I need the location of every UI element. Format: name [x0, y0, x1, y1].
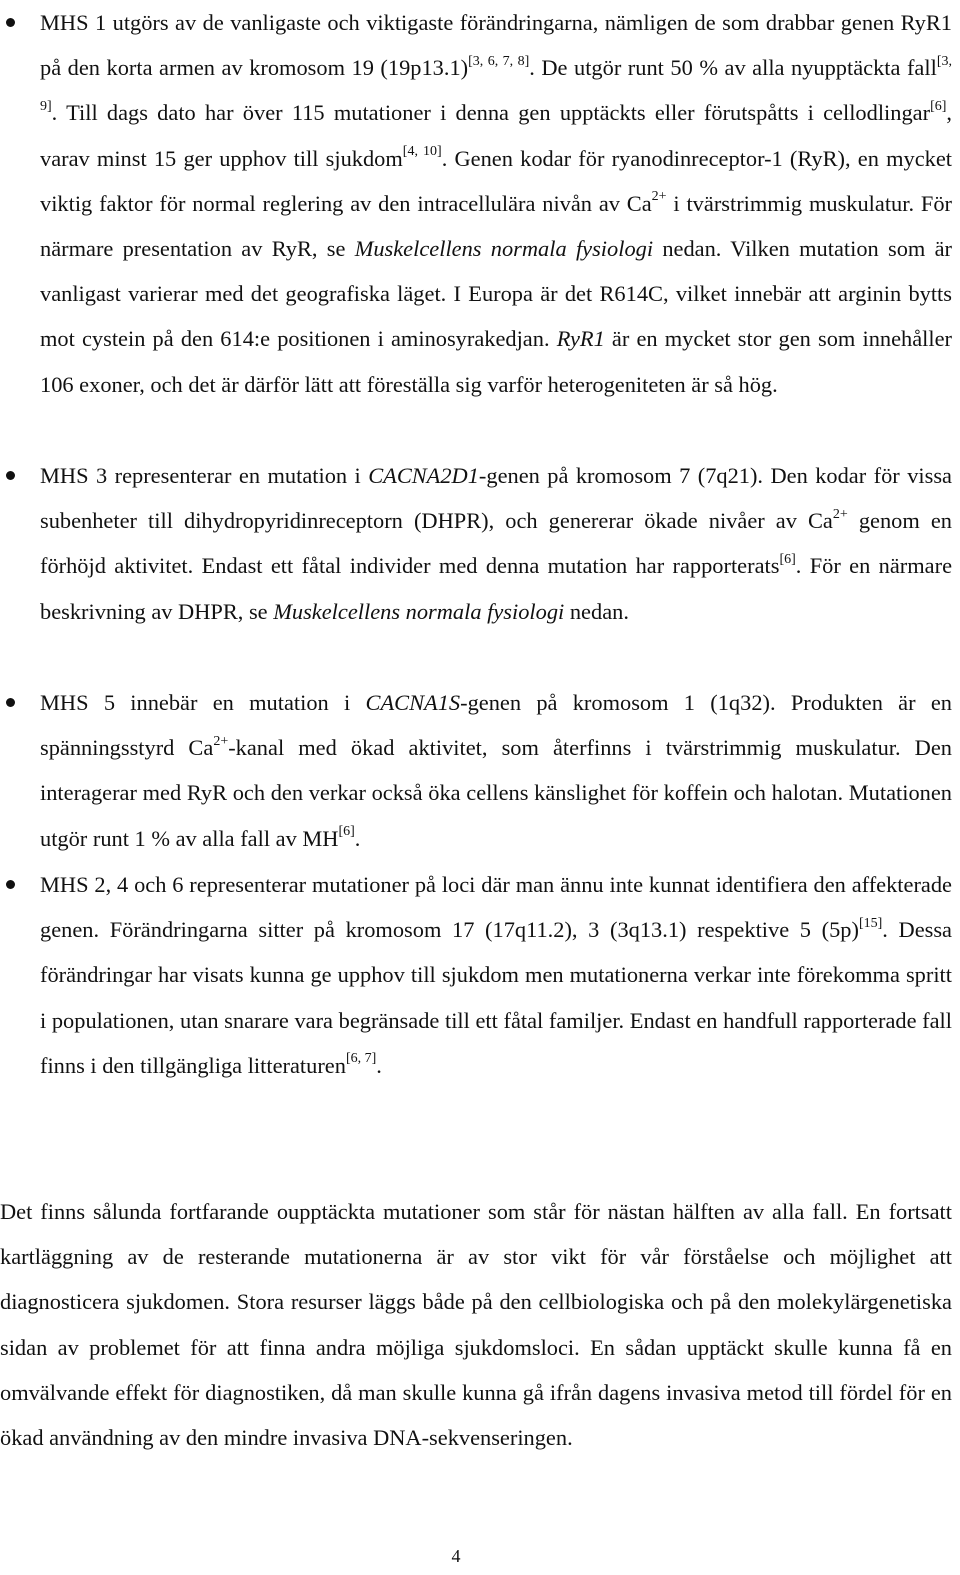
text-run: MHS 1 utgörs av de vanligaste och viktigaste förändringarna, nämligen de som drabbar genen RyR1 på den korta armen av kromosom 19 (19p13.1)	[40, 10, 952, 81]
superscript-charge: 2+	[651, 189, 667, 205]
italic-gene-name: RyR1	[556, 326, 605, 352]
italic-gene-name: CACNA2D1	[368, 463, 479, 488]
bullet-dot	[6, 18, 15, 27]
bullet-dot	[6, 880, 15, 889]
citation-ref: [6]	[930, 98, 947, 114]
text-run: nedan.	[564, 598, 629, 624]
text-run: är en mycket stor gen som innehåller 106 exoner, och det är därför lätt att föreställa sig varför heterogeniteten är så hög.	[40, 326, 952, 397]
bullet-item-mhs3	[0, 453, 960, 680]
italic-gene-name: CACNA1S	[365, 690, 461, 715]
text-run: -kanal med ökad aktivitet, som återfinns i tvärstrimmig muskulatur. Den interagerar med RyR och den verkar också öka cellens känslighet för koffein och halotan. Mutationen utgör runt 1 % av alla fall av MH	[40, 735, 952, 851]
text-run: .	[376, 1052, 382, 1078]
text-run: . Genen kodar för ryanodinreceptor-1 (RyR), en mycket viktig faktor för normal reglering av den intracellulära nivån av Ca	[40, 145, 953, 216]
text-run: . Till dags dato har över 115 mutationer i denna gen upptäckts eller förutspåtts i cellodlingar	[51, 100, 931, 126]
text-run: . Dessa förändringar har visats kunna ge upphov till sjukdom men mutationerna verkar inte förekomma spritt i populationen, utan snarare vara begränsade till ett fåtal familjer. Endast en handfull rapporterade fall finns i den tillgängliga litteraturen	[40, 917, 953, 1078]
text-run: genom en förhöjd aktivitet. Endast ett fåtal individer med denna mutation har rapporterats	[40, 508, 952, 579]
text-run: i tvärstrimmig muskulatur. För närmare presentation av RyR, se	[40, 190, 953, 262]
superscript-charge: 2+	[832, 506, 848, 522]
bullet-dot	[6, 698, 15, 707]
text-run: MHS 5 innebär en mutation i	[40, 690, 366, 715]
text-run: . För en närmare beskrivning av DHPR, se	[40, 553, 953, 624]
citation-ref: [6]	[338, 824, 355, 840]
text-run: nedan. Vilken mutation som är vanligast varierar med det geografiska läget. I Europa är det R614C, vilket innebär att arginin bytts mot cystein på den 614:e positionen i aminosyrakedjan.	[40, 236, 952, 352]
text-run: . De utgör runt 50 % av alla nyupptäckta fall	[529, 55, 937, 81]
citation-ref: [3, 9]	[40, 53, 952, 114]
citation-ref: [4, 10]	[402, 144, 442, 160]
citation-ref: [3, 6, 7, 8]	[468, 53, 530, 69]
page-number: 4	[451, 1546, 461, 1566]
bullet-item-mhs1	[0, 0, 960, 453]
italic-section-ref: Muskelcellens normala fysiologi	[354, 236, 654, 262]
text-run: .	[354, 825, 361, 851]
text-run: , varav minst 15 ger upphov till sjukdom	[40, 100, 952, 171]
italic-section-ref: Muskelcellens normala fysiologi	[273, 598, 565, 624]
bullet-item-mhs5	[0, 680, 960, 862]
text-run: MHS 2, 4 och 6 representerar mutationer på loci där man ännu inte kunnat identifiera den affekterade genen. Förändringarna sitter på kromosom 17 (17q11.2), 3 (3q13.1) respektive 5 (5p)	[40, 872, 952, 943]
superscript-charge: 2+	[213, 733, 229, 749]
citation-ref: [6, 7]	[345, 1051, 377, 1067]
body-paragraph: Det finns sålunda fortfarande oupptäckta mutationer som står för nästan hälften av alla fall. En fortsatt kartläggning av de resterande mutationerna är av stor vikt för vår förståelse och möjlighet att diagnosticera sjukdomen. Stora resurser läggs både på den cellbiologiska och på den molekylärgenetiska sidan av problemet för att finna andra möjliga sjukdomsloci. En sådan upptäckt skulle kunna få en omvälvande effekt för diagnostiken, då man skulle kunna gå ifrån dagens invasiva metod till fördel för en ökad användning av den mindre invasiva DNA-sekvenseringen.	[0, 1199, 952, 1451]
citation-ref: [6]	[779, 551, 796, 567]
text-run: MHS 3 representerar en mutation i	[40, 463, 369, 488]
bullet-dot	[6, 471, 15, 480]
bullet-item-mhs246	[0, 862, 960, 1088]
citation-ref: [15]	[858, 915, 883, 931]
text-run: -genen på kromosom 7 (7q21). Den kodar för vissa subenheter till dihydropyridinreceptorn (DHPR), och genererar ökade nivåer av Ca	[40, 463, 952, 534]
text-run: -genen på kromosom 1 (1q32). Produkten är en spänningsstyrd Ca	[40, 690, 952, 761]
